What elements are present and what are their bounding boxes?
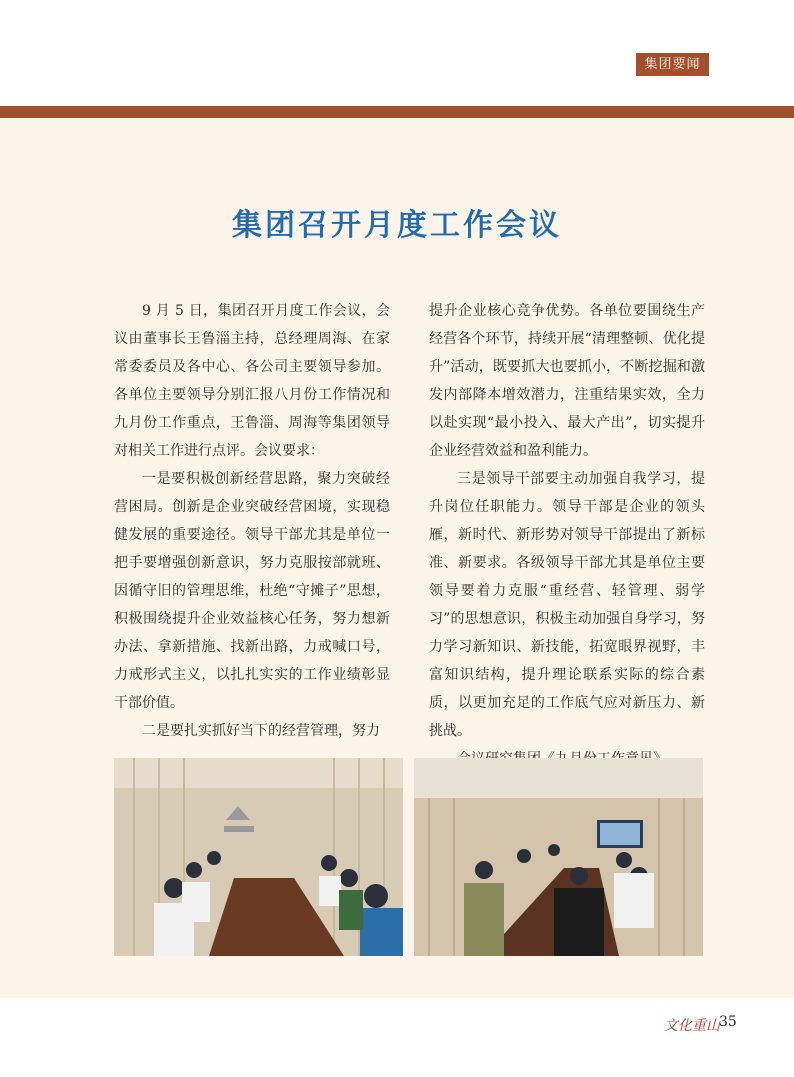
- meeting-photo-left: [114, 758, 403, 956]
- paragraph-intro: 9 月 5 日，集团召开月度工作会议，会议由董事长王鲁淄主持，总经理周海、在家常委委员及各中心、各公司主要领导参加。各单位主要领导分别汇报八月份工作情况和九月份工作重点，王鲁淄、周海等集团领导对相关工作进行点评。会议要求：: [114, 303, 390, 459]
- article-title: 集团召开月度工作会议: [232, 208, 562, 243]
- magazine-logo: 文化重山: [664, 1018, 720, 1034]
- right-column: [429, 297, 705, 773]
- paragraph-point-2-continued: 提升企业核心竞争优势。各单位要围绕生产经营各个环节，持续开展“清理整顿、优化提升”活动，既要抓大也要抓小，不断挖掘和激发内部降本增效潜力，注重结果实效，全力以赴实现“最小投入、最大产出”，切实提升企业经营效益和盈利能力。: [429, 303, 705, 459]
- meeting-photo-right: [414, 758, 703, 956]
- page-number: 35: [719, 1014, 737, 1030]
- header-bar: [0, 106, 794, 118]
- paragraph-point-3: 三是领导干部要主动加强自我学习，提升岗位任职能力。领导干部是企业的领头雁，新时代、新形势对领导干部提出了新标准、新要求。各级领导干部尤其是单位主要领导要着力克服“重经营、轻管理、弱学习”的思想意识，积极主动加强自身学习，努力学习新知识、新技能，拓宽眼界视野，丰富知识结构，提升理论联系实际的综合素质，以更加充足的工作底气应对新压力、新挑战。: [429, 471, 705, 739]
- paragraph-point-2-start: 二是要扎实抓好当下的经营管理，努力: [142, 723, 380, 739]
- section-tag: 集团要闻: [636, 53, 709, 76]
- paragraph-point-1: 一是要积极创新经营思路，聚力突破经营困局。创新是企业突破经营困境，实现稳健发展的重要途径。领导干部尤其是单位一把手要增强创新意识，努力克服按部就班、因循守旧的管理思维，杜绝“守摊子”思想，积极围绕提升企业效益核心任务，努力想新办法、拿新措施、找新出路，力戒喊口号，力戒形式主义，以扎扎实实的工作业绩彰显干部价值。: [114, 471, 390, 711]
- left-column: [114, 297, 390, 745]
